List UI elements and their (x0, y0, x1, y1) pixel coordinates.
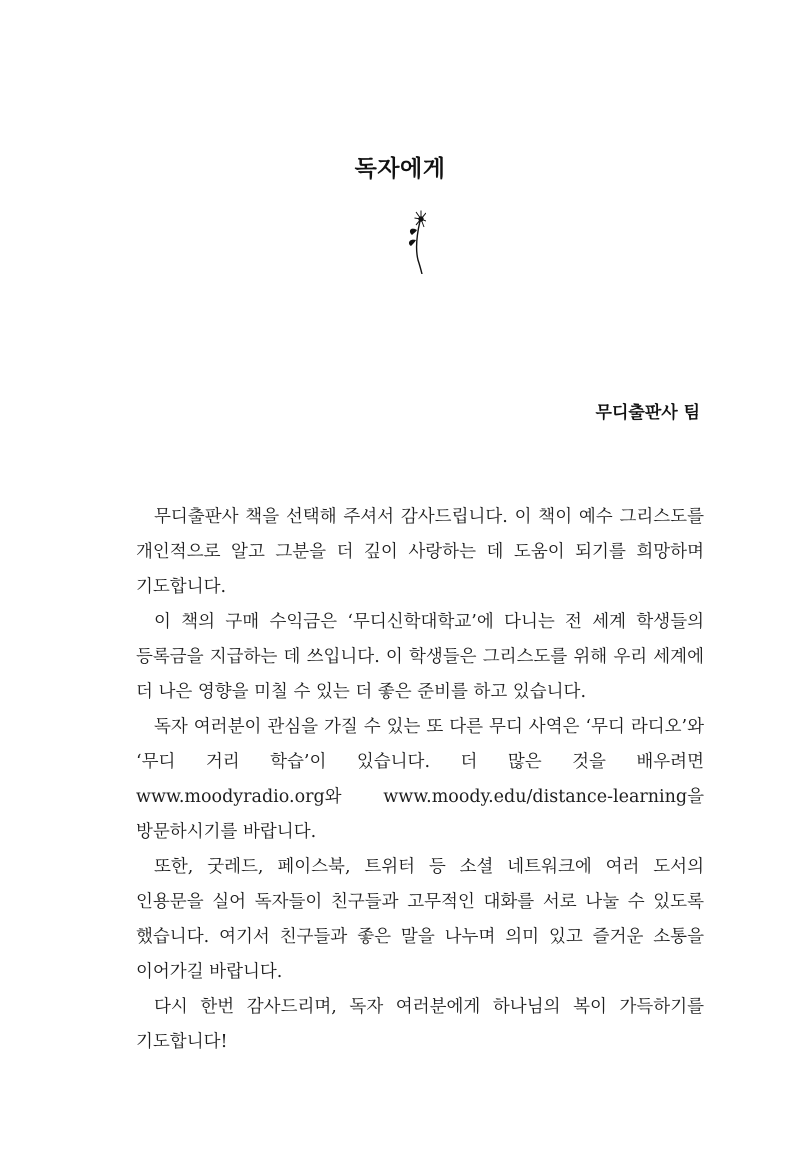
page-title: 독자에게 (354, 156, 446, 182)
paragraph: 무디출판사 책을 선택해 주셔서 감사드립니다. 이 책이 예수 그리스도를 개인적으로 알고 그분을 더 깊이 사랑하는 데 도움이 되기를 희망하며 기도합니다. (136, 507, 704, 597)
body-text (136, 500, 704, 1060)
paragraph: 또한, 굿레드, 페이스북, 트위터 등 소셜 네트워크에 여러 도서의 인용문을 실어 독자들이 친구들과 고무적인 대화를 서로 나눌 수 있도록 했습니다. 여기서 친구들과 좋은 말을 나누며 의미 있고 즐거운 소통을 이어가길 바랍니다. (136, 857, 704, 982)
flower-icon (400, 208, 426, 274)
paragraph: 독자 여러분이 관심을 가질 수 있는 또 다른 무디 사역은 ‘무디 라디오’와 ‘무디 거리 학습’이 있습니다. 더 많은 것을 배우려면 www.moodyradio.org와 www.moody.edu/distance-learning을 방문하시기를 바랍니다. (136, 717, 704, 842)
paragraph: 다시 한번 감사드리며, 독자 여러분에게 하나님의 복이 가득하기를 기도합니다! (136, 997, 704, 1052)
author-credit: 무디출판사 팀 (595, 403, 700, 423)
paragraph: 이 책의 구매 수익금은 ‘무디신학대학교’에 다니는 전 세계 학생들의 등록금을 지급하는 데 쓰입니다. 이 학생들은 그리스도를 위해 우리 세계에 더 나은 영향을 미칠 수 있는 더 좋은 준비를 하고 있습니다. (136, 612, 704, 702)
